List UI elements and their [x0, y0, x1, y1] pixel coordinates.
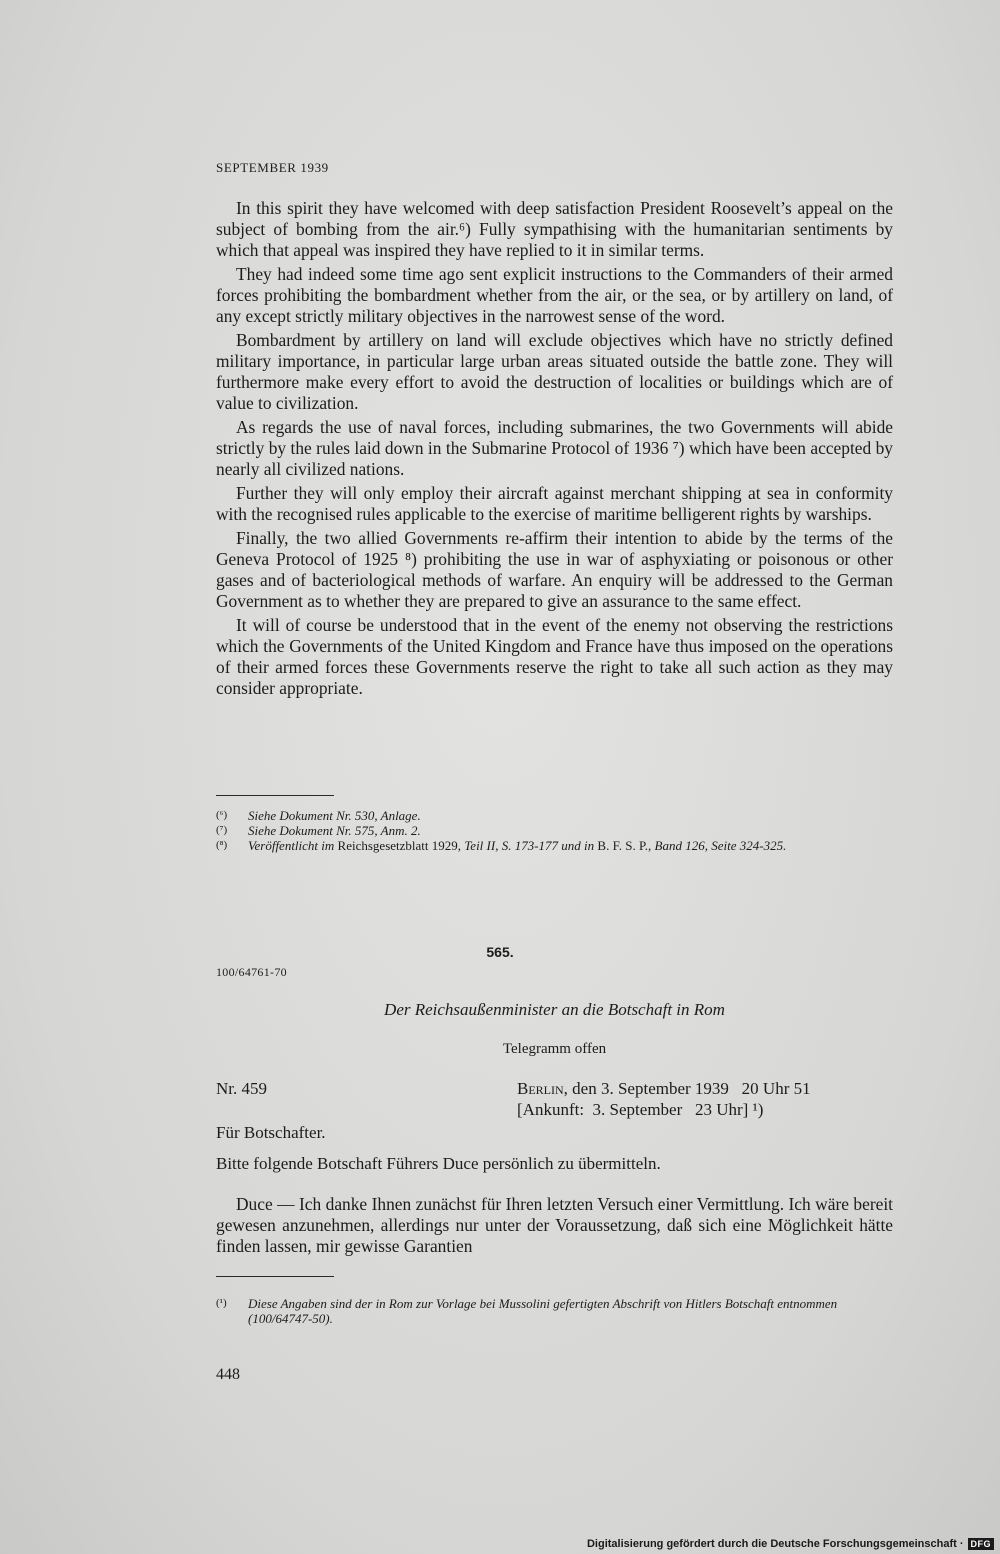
paragraph: It will of course be understood that in the event of the enemy not observing the restrictions which the Governments of the United Kingdom and France have thus imposed on the operations of their armed forces these Governments reserve the right to take all such action as they may consider appropriate.	[216, 615, 893, 698]
paragraph: They had indeed some time ago sent explicit instructions to the Commanders of their armed forces prohibiting the bombardment whether from the air, or the sea, or by artillery on land, of any except strictly military objectives in the narrowest sense of the word.	[216, 264, 893, 326]
footnote-number: (¹)	[216, 1297, 227, 1309]
footnote-fragment: 1929,	[431, 838, 462, 853]
footnote-text: Diese Angaben sind der in Rom zur Vorlage bei Mussolini gefertigten Abschrift von Hitlers Botschaft entnommen (100/64747-50).	[248, 1296, 838, 1326]
paragraph: Bombardment by artillery on land will exclude objectives which have no strictly defined military importance, in particular large urban areas situated outside the battle zone. They will furthermore make every effort to avoid the destruction of localities or buildings which are of value to civilization.	[216, 330, 893, 413]
document-number: 565.	[486, 944, 514, 960]
footnote-number: (⁷)	[216, 824, 228, 836]
paragraph: Further they will only employ their aircraft against merchant shipping at sea in conformity with the recognised rules applicable to the exercise of maritime belligerent rights by warships.	[216, 483, 893, 524]
place: Berlin,	[517, 1079, 568, 1098]
footnotes-top	[216, 808, 893, 853]
main-text	[216, 198, 893, 699]
credit-text: Digitalisierung gefördert durch die Deutsche Forschungsgemeinschaft ·	[586, 1538, 964, 1550]
footnote	[216, 808, 893, 823]
footnote-rule	[216, 795, 334, 796]
paragraph: As regards the use of naval forces, including submarines, the two Governments will abide strictly by the rules laid down in the Submarine Protocol of 1936 ⁷) which have been accepted by nearly all civilized nations.	[216, 417, 893, 479]
footnote	[216, 1296, 893, 1326]
paragraph: In this spirit they have welcomed with deep satisfaction President Roosevelt’s appeal on the subject of bombing from the air.⁶) Fully sympathising with the humanitarian sentiments by which that appeal was inspired they have replied to it in similar terms.	[216, 198, 893, 260]
document-reference: 100/64761-70	[216, 965, 287, 979]
footnote-fragment: Veröffentlicht im	[248, 838, 335, 853]
letter-text	[216, 1194, 893, 1257]
footnote	[216, 838, 893, 853]
footnote-number: (⁶)	[216, 809, 228, 821]
digitization-credit	[587, 1538, 994, 1550]
footnote-text: Siehe Dokument Nr. 575, Anm. 2.	[248, 823, 421, 838]
paragraph: Finally, the two allied Governments re-affirm their intention to abide by the terms of the Geneva Protocol of 1925 ⁸) prohibiting the use in war of asphyxiating or poisonous or other gases and of bacteriological methods of warfare. An enquiry will be addressed to the German Government as to whether they are prepared to give an assurance to the same effect.	[216, 528, 893, 611]
footnote-fragment: Reichsgesetzblatt	[337, 838, 429, 853]
telegram-number: Nr. 459	[216, 1079, 267, 1098]
paragraph: Duce — Ich danke Ihnen zunächst für Ihren letzten Versuch einer Vermittlung. Ich wäre bereit gewesen anzunehmen, allerdings nur unter der Voraussetzung, daß sich eine Möglichkeit hätte finden lassen, mir gewisse Garantien	[216, 1194, 893, 1256]
footnote-text: Siehe Dokument Nr. 530, Anlage.	[248, 808, 421, 823]
footnote-fragment: Teil II, S. 173-177 und in	[464, 838, 595, 853]
date-time: den 3. September 1939 20 Uhr 51	[572, 1079, 811, 1098]
footnote-fragment: Band 126, Seite 324-325.	[654, 838, 787, 853]
document-subtitle: Telegramm offen	[502, 1041, 607, 1057]
page-number: 448	[216, 1366, 240, 1383]
addressee: Für Botschafter.	[216, 1123, 326, 1142]
footnote-fragment: B. F. S. P.,	[597, 838, 652, 853]
dfg-logo: DFG	[968, 1538, 995, 1550]
arrival-line: [Ankunft: 3. September 23 Uhr] ¹)	[517, 1100, 764, 1119]
footnote-rule	[216, 1276, 334, 1277]
instruction: Bitte folgende Botschaft Führers Duce persönlich zu übermitteln.	[216, 1154, 661, 1173]
footnote-text	[248, 838, 893, 853]
footnotes-bottom	[216, 1296, 893, 1326]
footnote	[216, 823, 893, 838]
footnote-number: (⁸)	[216, 839, 228, 851]
dateline	[517, 1078, 811, 1099]
running-head: SEPTEMBER 1939	[216, 160, 329, 175]
document-title: Der Reichsaußenminister an die Botschaft in Rom	[384, 1000, 725, 1019]
